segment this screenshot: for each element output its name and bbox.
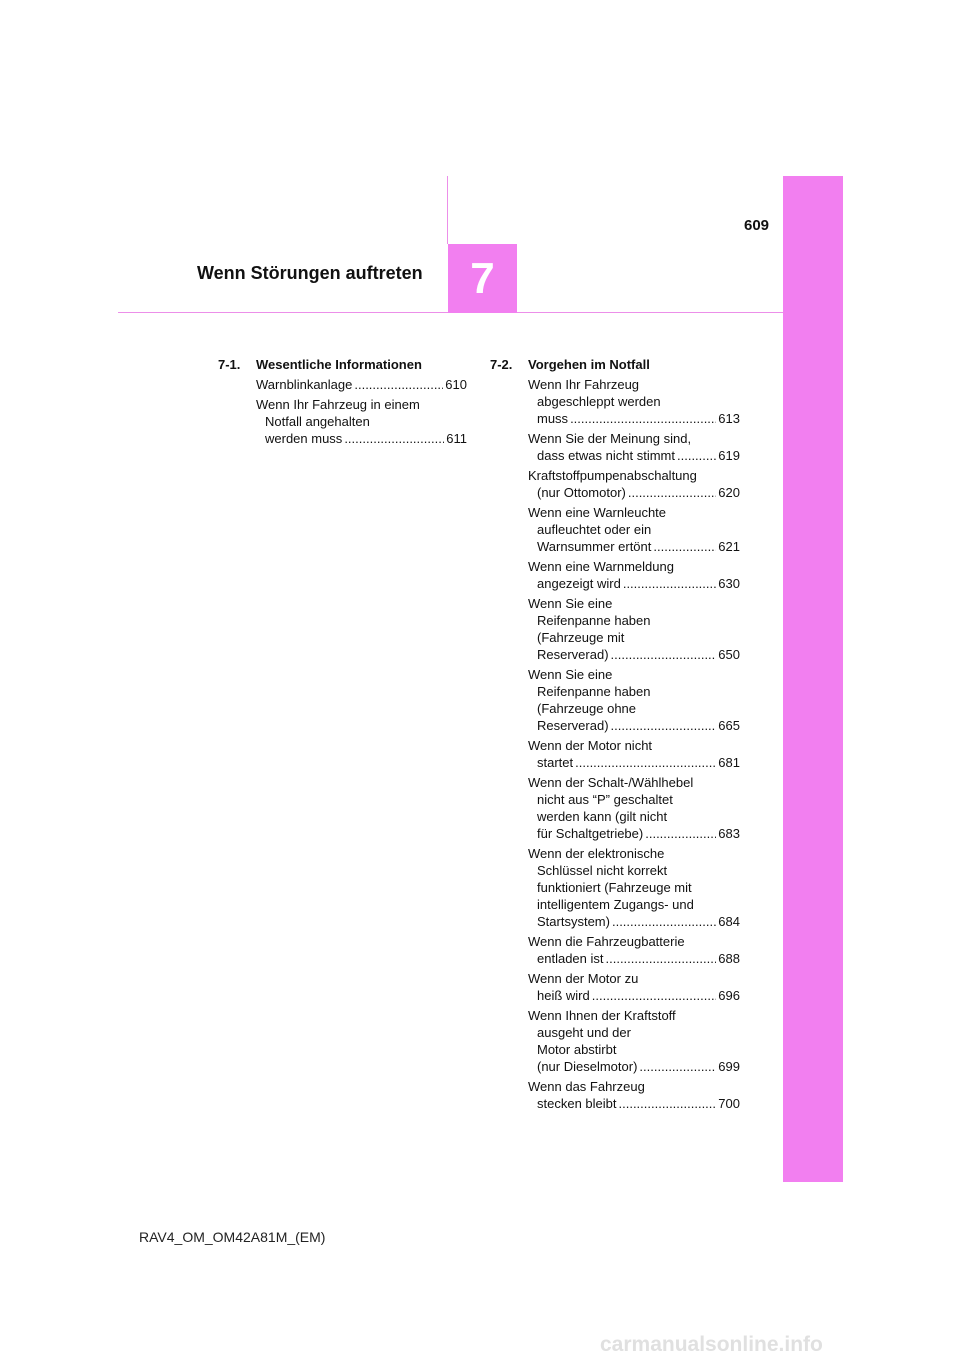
toc-entry-line: aufleuchtet oder ein [537,522,652,537]
toc-entry[interactable] [528,376,740,427]
dot-leader [645,825,716,842]
dot-leader [611,646,717,663]
toc-entry-line: Wenn Sie eine [528,596,613,611]
toc-entry-line: entladen ist [537,951,604,966]
toc-entry-last-line [528,1095,740,1112]
toc-entry-line: stecken bleibt [537,1096,617,1111]
section-number: 7-2. [490,357,513,372]
dot-leader [653,538,716,555]
toc-page-number[interactable]: 650 [718,647,740,662]
toc-entry[interactable] [528,933,740,967]
toc-entry-line: Wenn der elektronische [528,846,665,861]
chapter-number: 7 [470,253,495,303]
toc-entry-line: Schlüssel nicht korrekt [537,863,668,878]
toc-entry[interactable] [528,774,740,842]
toc-entry-line: ausgeht und der [537,1025,631,1040]
page-number: 609 [744,217,770,234]
toc-entry-line: Wenn das Fahrzeug [528,1079,645,1094]
toc-entry-last-line [528,484,740,501]
toc-entry[interactable] [528,430,740,464]
dot-leader [612,913,716,930]
toc-entry-line: werden muss [265,431,343,446]
toc-entry-line: heiß wird [537,988,590,1003]
toc-entry-line: Wenn Sie eine [528,667,613,682]
toc-page-number[interactable]: 684 [718,914,740,929]
toc-entry-line: Wenn Ihr Fahrzeug in einem [256,397,420,412]
section-title: Wesentliche Informationen [256,357,422,372]
toc-entry-line: Reifenpanne haben [537,684,651,699]
toc-entry-last-line [528,575,740,592]
toc-page-number[interactable]: 683 [718,826,740,841]
toc-page-number[interactable]: 681 [718,755,740,770]
toc-entry-line: Reserverad) [537,647,609,662]
toc-entry-line: Warnblinkanlage [256,377,353,392]
toc-entry-line: Wenn der Schalt-/Wählhebel [528,775,694,790]
section-number: 7-1. [218,357,241,372]
toc-page-number[interactable]: 696 [718,988,740,1003]
toc-entry-last-line [528,538,740,555]
toc-entry[interactable] [528,737,740,771]
toc-entry-line: Wenn die Fahrzeugbatterie [528,934,685,949]
toc-entry-line: muss [537,411,569,426]
dot-leader [570,410,716,427]
toc-entry-line: angezeigt wird [537,576,621,591]
toc-entry-last-line [256,376,467,393]
dot-leader [677,447,716,464]
toc-entry-line: abgeschleppt werden [537,394,661,409]
dot-leader [639,1058,716,1075]
toc-page-number[interactable]: 630 [718,576,740,591]
toc-entry-line: funktioniert (Fahrzeuge mit [537,880,692,895]
chapter-side-tab [783,176,843,1182]
toc-page-number[interactable]: 700 [718,1096,740,1111]
dot-leader [606,950,717,967]
toc-entry[interactable] [528,1007,740,1075]
toc-entry-last-line [528,447,740,464]
toc-entry[interactable] [528,595,740,663]
dot-leader [344,430,444,447]
manual-code: RAV4_OM_OM42A81M_(EM) [139,1229,326,1245]
toc-page-number[interactable]: 611 [446,431,467,446]
toc-entry-line: Reifenpanne haben [537,613,651,628]
section-title: Vorgehen im Notfall [528,357,650,372]
toc-entry[interactable] [528,1078,740,1112]
toc-entry-line: Kraftstoffpumpenabschaltung [528,468,697,483]
toc-page-number[interactable]: 621 [718,539,740,554]
dot-leader [575,754,716,771]
toc-page-number[interactable]: 620 [718,485,740,500]
toc-entry-last-line [528,410,740,427]
toc-entry-line: für Schaltgetriebe) [537,826,644,841]
toc-entry-last-line [528,825,740,842]
toc-entry[interactable] [528,845,740,930]
toc-entry-line: Wenn Ihr Fahrzeug [528,377,640,392]
chapter-title: Wenn Störungen auftreten [197,263,423,283]
toc-entry-line: Reserverad) [537,718,609,733]
toc-entry-last-line [528,646,740,663]
dot-leader [628,484,716,501]
toc-entries [218,376,467,447]
toc-entry[interactable] [256,376,467,393]
toc-entry-line: (Fahrzeuge ohne [537,701,637,716]
toc-entry-last-line [528,754,740,771]
toc-entry-line: Wenn eine Warnleuchte [528,505,667,520]
toc-entry[interactable] [528,467,740,501]
toc-entry-line: (nur Dieselmotor) [537,1059,638,1074]
toc-entry[interactable] [528,666,740,734]
dot-leader [354,376,443,393]
toc-entry-line: intelligentem Zugangs- und [537,897,694,912]
toc-entry-line: Notfall angehalten [265,414,370,429]
toc-entry-line: (Fahrzeuge mit [537,630,625,645]
toc-entry[interactable] [256,396,467,447]
watermark: carmanualsonline.info [600,1333,823,1356]
toc-page-number[interactable]: 688 [718,951,740,966]
toc-entry-line: dass etwas nicht stimmt [537,448,675,463]
toc-entry-line: Wenn der Motor zu [528,971,639,986]
toc-entry-line: startet [537,755,574,770]
section-heading [490,356,740,373]
toc-entry-last-line [528,717,740,734]
toc-entry-line: Warnsummer ertönt [537,539,652,554]
toc-page-number[interactable]: 665 [718,718,740,733]
toc-entries [490,376,740,1112]
toc-page-number[interactable]: 699 [718,1059,740,1074]
toc-entry-last-line [528,950,740,967]
toc-entry-line: Motor abstirbt [537,1042,617,1057]
toc-entry-line: Startsystem) [537,914,610,929]
toc-entry-last-line [528,913,740,930]
toc-entry-line: nicht aus “P” geschaltet [537,792,673,807]
dot-leader [611,717,717,734]
chapter-number-box [448,244,517,313]
dot-leader [592,987,717,1004]
toc-entry-line: Wenn Ihnen der Kraftstoff [528,1008,676,1023]
dot-leader [623,575,716,592]
toc-entry-line: Wenn eine Warnmeldung [528,559,674,574]
header-vertical-rule [447,176,448,244]
toc-entry[interactable] [528,504,740,555]
toc-page-number[interactable]: 610 [445,377,467,392]
toc-entry-line: (nur Ottomotor) [537,485,626,500]
toc-section-7-1 [218,356,467,450]
toc-page-number[interactable]: 613 [718,411,740,426]
toc-entry-line: Wenn Sie der Meinung sind, [528,431,692,446]
section-heading [218,356,467,373]
toc-section-7-2 [490,356,740,1115]
toc-entry[interactable] [528,558,740,592]
dot-leader [619,1095,717,1112]
toc-entry[interactable] [528,970,740,1004]
toc-entry-last-line [528,1058,740,1075]
toc-entry-line: Wenn der Motor nicht [528,738,653,753]
toc-entry-last-line [528,987,740,1004]
toc-entry-line: werden kann (gilt nicht [537,809,668,824]
toc-page-number[interactable]: 619 [718,448,740,463]
toc-entry-last-line [256,430,467,447]
